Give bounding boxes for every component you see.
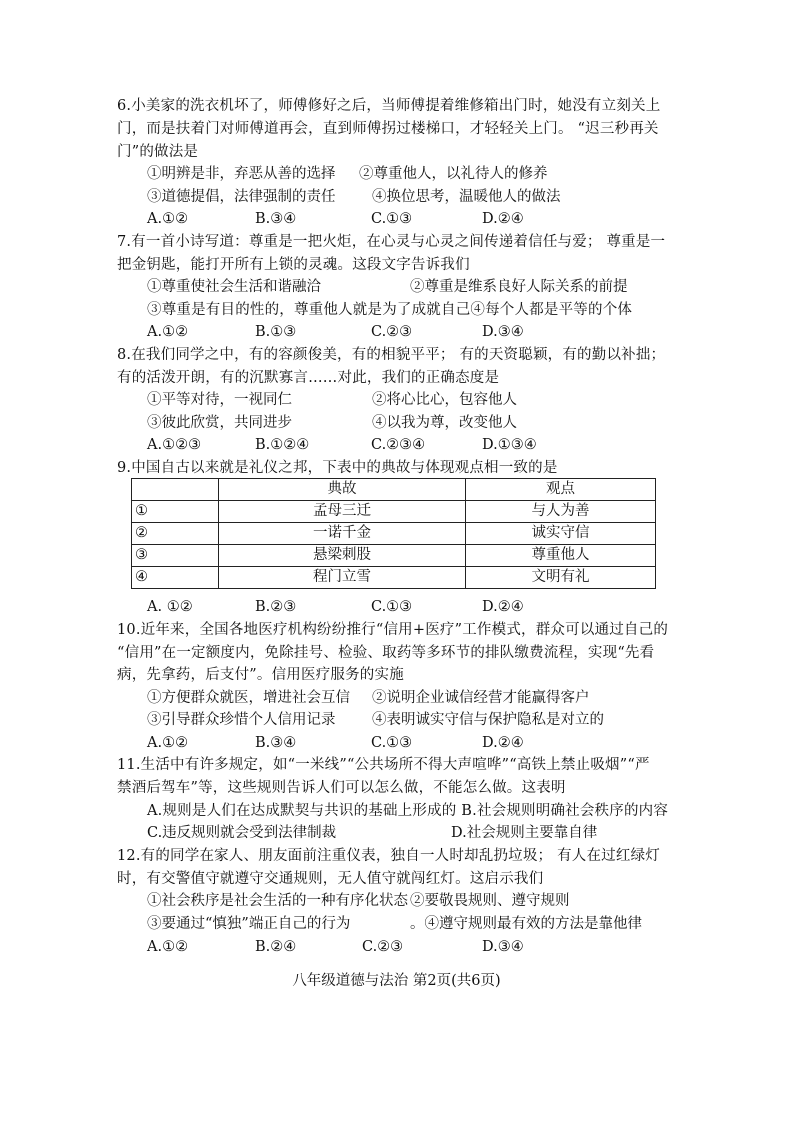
table-row — [132, 567, 656, 589]
q6-statement-4: ④换位思考，温暖他人的做法 — [372, 189, 561, 205]
q6-stem-line-3: 门”的做法是 — [117, 144, 199, 160]
q10-options — [147, 732, 707, 755]
q8-stem-line-2: 有的活泼开朗，有的沉默寡言……对此，我们的正确态度是 — [117, 370, 500, 386]
q7-option-b: B.①③ — [255, 324, 297, 340]
table-cell: ③ — [132, 545, 219, 567]
q7-stem-line-1: 7.有一首小诗写道：尊重是一把火炬，在心灵与心灵之间传递着信任与爱； 尊重是一 — [117, 234, 666, 250]
q12-option-a: A.①② — [147, 939, 189, 955]
q12-options — [147, 936, 707, 959]
q8-option-a: A.①②③ — [147, 437, 202, 453]
q7-statement-1: ①尊重使社会生活和谐融洽 — [147, 279, 321, 295]
q10-statement-4: ④表明诚实守信与保护隐私是对立的 — [372, 712, 604, 728]
q10-option-b: B.③④ — [255, 735, 297, 751]
q12-option-d: D.③④ — [482, 939, 524, 955]
q12-statement-3: ③要通过“慎独”端正自己的行为 — [147, 916, 351, 932]
q11-options-ab: A.规则是人们在达成默契与共识的基础上形成的 B.社会规则明确社会秩序的内容 — [147, 803, 669, 819]
q6-option-d: D.②④ — [482, 211, 524, 227]
q10-statement-1: ①方便群众就医，增进社会互信 — [147, 690, 350, 706]
page-footer: 八年级道德与法治 第2页(共6页) — [292, 973, 501, 989]
q10-option-d: D.②④ — [482, 735, 524, 751]
table-header-row — [132, 479, 656, 501]
table-row — [132, 545, 656, 567]
q10-option-c: C.①③ — [371, 735, 413, 751]
q7-statement-2: ②尊重是维系良好人际关系的前提 — [410, 279, 628, 295]
table-cell: 诚实守信 — [466, 523, 656, 545]
q10-option-a: A.①② — [147, 735, 189, 751]
q12-stem-line-2: 时，有交警值守就遵守交通规则，无人值守就闯红灯。这启示我们 — [117, 871, 544, 887]
q8-option-c: C.②③④ — [371, 437, 426, 453]
q9-options — [147, 596, 707, 619]
q8-statement-4: ④以我为尊，改变他人 — [372, 415, 517, 431]
q6-statement-1: ①明辨是非，弃恶从善的选择 — [147, 166, 336, 182]
q9-option-a: A. ①② — [147, 599, 193, 615]
q7-statements-row-2: ③尊重是有目的性的，尊重他人就是为了成就自己④每个人都是平等的个体 — [147, 302, 633, 318]
table-header-cell — [132, 479, 219, 501]
table-cell: 文明有礼 — [466, 567, 656, 589]
table-row — [132, 523, 656, 545]
q12-statement-4: 。④遵守规则最有效的方法是靠他律 — [410, 916, 642, 932]
q10-stem-line-1: 10.近年来，全国各地医疗机构纷纷推行“信用+医疗”工作模式，群众可以通过自己的 — [117, 622, 669, 638]
q10-stem-line-2: “信用”在一定额度内，免除挂号、检验、取药等多环节的排队缴费流程，实现“先看 — [117, 645, 655, 661]
q6-option-a: A.①② — [147, 211, 189, 227]
table-cell: 孟母三迁 — [219, 501, 466, 523]
q6-statement-2: ②尊重他人，以礼待人的修养 — [359, 166, 548, 182]
q7-options — [147, 321, 707, 344]
q8-option-b: B.①②④ — [255, 437, 310, 453]
q8-stem-line-1: 8.在我们同学之中，有的容颜俊美，有的相貌平平； 有的天资聪颖，有的勤以补拙； — [117, 347, 666, 363]
q8-option-d: D.①③④ — [482, 437, 537, 453]
q9-option-d: D.②④ — [482, 599, 524, 615]
q11-stem-line-1: 11.生活中有许多规定，如“一米线”“公共场所不得大声喧哗”“高铁上禁止吸烟”“严 — [117, 757, 650, 773]
q10-stem-line-3: 病，先拿药，后支付”。信用医疗服务的实施 — [117, 667, 404, 683]
q11-option-d: D.社会规则主要靠自律 — [451, 825, 598, 841]
table-cell: ④ — [132, 567, 219, 589]
q8-statement-3: ③彼此欣赏，共同进步 — [147, 415, 292, 431]
q9-stem: 9.中国自古以来就是礼仪之邦，下表中的典故与体现观点相一致的是 — [117, 460, 558, 476]
table-cell: 程门立雪 — [219, 567, 466, 589]
q6-options — [147, 208, 707, 231]
table-row — [132, 501, 656, 523]
q11-stem-line-2: 禁酒后驾车”等，这些规则告诉人们可以怎么做，不能怎么做。这表明 — [117, 780, 566, 796]
q6-stem-line-1: 6.小美家的洗衣机坏了，师傅修好之后，当师傅提着维修箱出门时，她没有立刻关上 — [117, 98, 661, 114]
q9-option-c: C.①③ — [371, 599, 413, 615]
table-cell: 与人为善 — [466, 501, 656, 523]
table-cell: 一诺千金 — [219, 523, 466, 545]
q12-statement-1: ①社会秩序是社会生活的一种有序化状态 — [147, 893, 408, 909]
q10-statement-2: ②说明企业诚信经营才能赢得客户 — [372, 690, 590, 706]
table-header-cell: 观点 — [466, 479, 656, 501]
q8-options — [147, 434, 707, 457]
q10-statement-3: ③引导群众珍惜个人信用记录 — [147, 712, 336, 728]
q8-statement-2: ②将心比心，包容他人 — [372, 392, 517, 408]
table-cell: ② — [132, 523, 219, 545]
q11-option-c: C.违反规则就会受到法律制裁 — [147, 825, 337, 841]
table-cell: 尊重他人 — [466, 545, 656, 567]
q7-stem-line-2: 把金钥匙，能打开所有上锁的灵魂。这段文字告诉我们 — [117, 257, 470, 273]
q7-option-a: A.①② — [147, 324, 189, 340]
q7-option-c: C.②③ — [371, 324, 413, 340]
q12-option-c: C.②③ — [362, 939, 404, 955]
q12-statement-2: ②要敬畏规则、遵守规则 — [410, 893, 570, 909]
q7-option-d: D.③④ — [482, 324, 524, 340]
q12-option-b: B.②④ — [255, 939, 297, 955]
q9-option-b: B.②③ — [255, 599, 297, 615]
table-cell: ① — [132, 501, 219, 523]
q6-stem-line-2: 门，而是扶着门对师傅道再会，直到师傅拐过楼梯口，才轻轻关上门。 “迟三秒再关 — [117, 121, 659, 137]
q6-option-c: C.①③ — [371, 211, 413, 227]
q6-option-b: B.③④ — [255, 211, 297, 227]
q6-statement-3: ③道德提倡，法律强制的责任 — [147, 189, 336, 205]
q8-statement-1: ①平等对待，一视同仁 — [147, 392, 292, 408]
q9-table — [131, 478, 656, 589]
table-cell: 悬梁刺股 — [219, 545, 466, 567]
q12-stem-line-1: 12.有的同学在家人、朋友面前注重仪表，独自一人时却乱扔垃圾； 有人在过红绿灯 — [117, 848, 660, 864]
table-header-cell: 典故 — [219, 479, 466, 501]
